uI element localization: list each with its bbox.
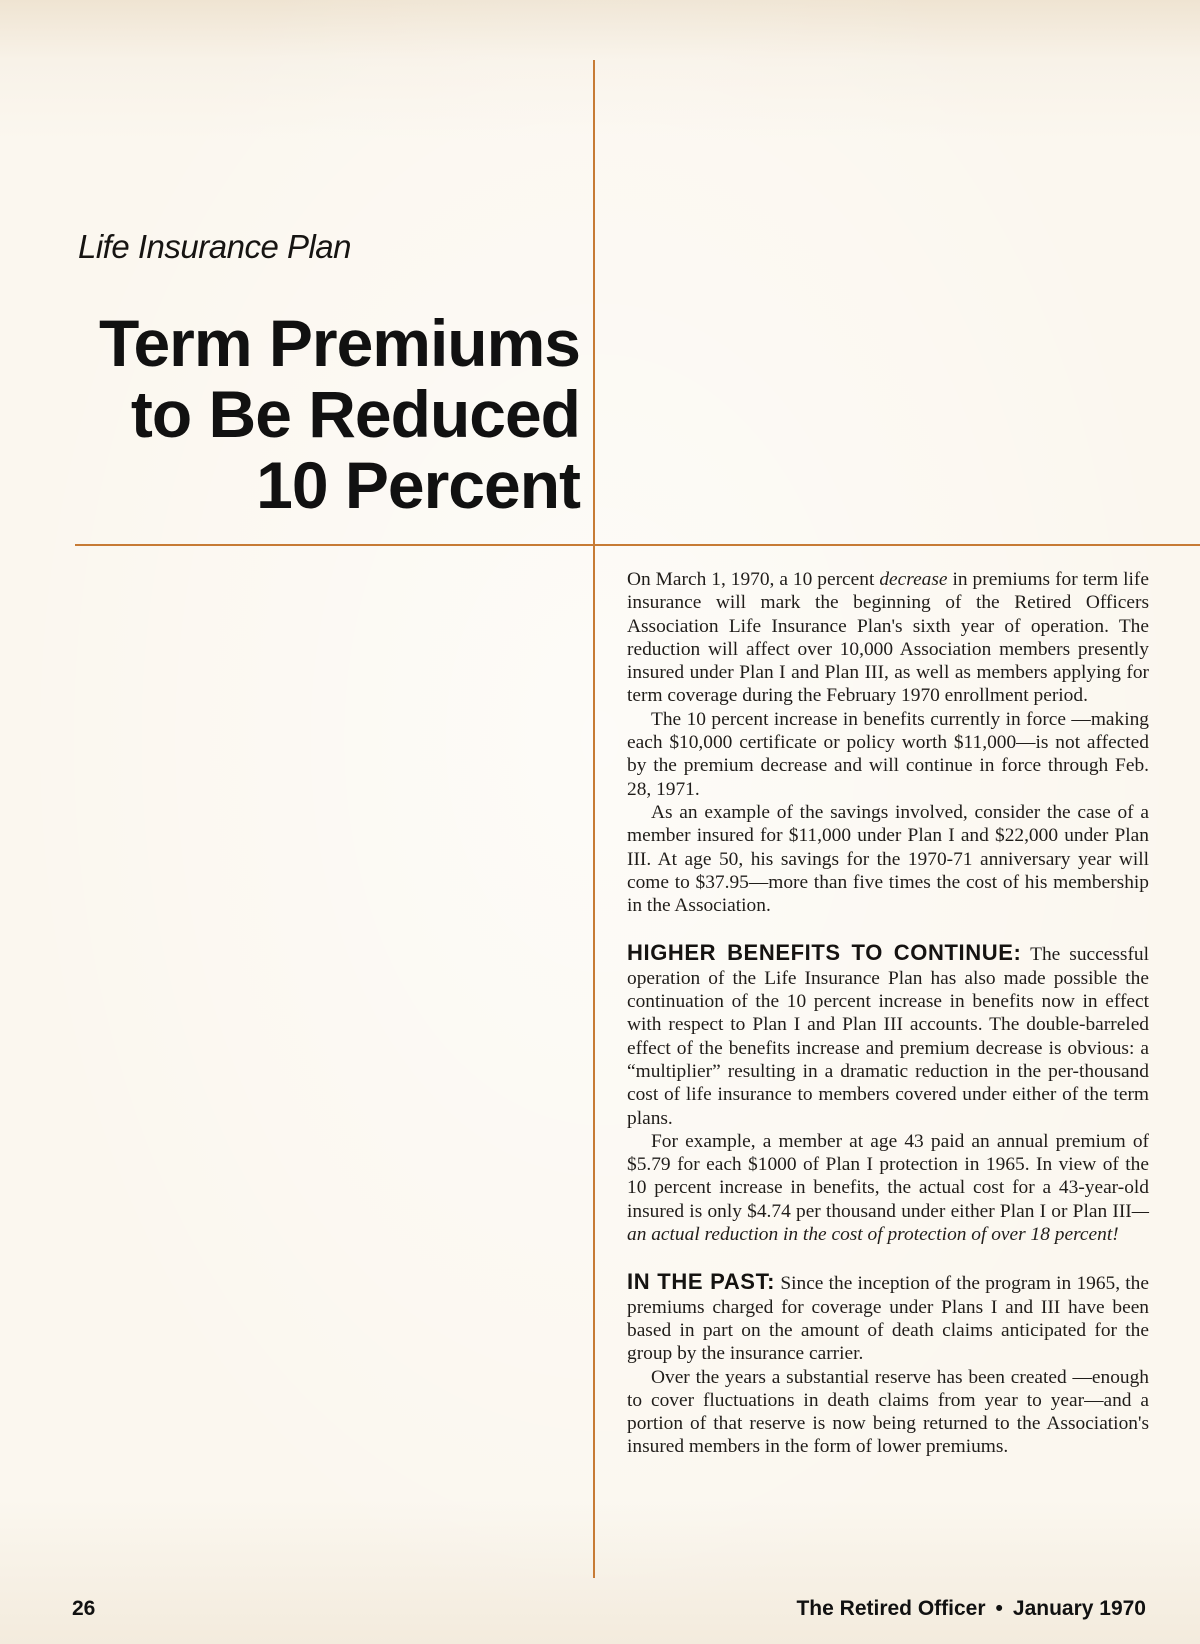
headline-line-3: 10 Percent	[256, 448, 580, 522]
article-body	[627, 568, 1149, 1459]
paragraph-1-emphasis: decrease	[879, 569, 948, 590]
page-number: 26	[72, 1597, 96, 1620]
paragraph-1-text-a: On March 1, 1970, a 10 percent	[627, 569, 880, 590]
paragraph-in-the-past-text: Since the inception of the program in 1965, the premiums charged for coverage under Plans I and III have been based in part on the amount of death claims anticipated for the group by the insurance carrier.	[627, 1273, 1149, 1365]
section-kicker: Life Insurance Plan	[78, 228, 352, 265]
paragraph-higher-benefits	[627, 941, 1149, 1129]
publication-name: The Retired Officer	[796, 1597, 986, 1620]
headline-line-1: Term Premiums	[99, 306, 580, 380]
subhead-in-the-past: IN THE PAST:	[627, 1269, 776, 1295]
paragraph-2: The 10 percent increase in benefits currently in force —making each $10,000 certificate or policy worth $11,000—is not affected by the premium decrease and will continue in force through Feb. 28, 1971.	[627, 708, 1149, 800]
subhead-higher-benefits: HIGHER BENEFITS TO CONTINUE:	[627, 940, 1022, 966]
headline-line-2: to Be Reduced	[130, 377, 580, 451]
paragraph-in-the-past	[627, 1270, 1149, 1365]
paragraph-reserve: Over the years a substantial reserve has been created —enough to cover fluctuations in death claims from year to year—and a portion of that reserve is now being returned to the Association's insured members in the form of lower premiums.	[627, 1366, 1149, 1458]
paragraph-3: As an example of the savings involved, consider the case of a member insured for $11,000 under Plan I and $22,000 under Plan III. At age 50, his savings for the 1970-71 anniversary year will come to $37.95—more than five times the cost of his membership in the Association.	[627, 801, 1149, 917]
vertical-divider-rule	[593, 60, 595, 1578]
running-footer	[796, 1597, 1146, 1621]
horizontal-divider-rule	[75, 544, 1200, 546]
article-headline	[60, 308, 580, 521]
paragraph-1-text-c: in premiums for term life insurance will mark the beginning of the Retired Officers Association Life Insurance Plan's sixth year of operation. The reduction will affect over 10,000 Association members presently insured under Plan I and Plan III, as well as members applying for term coverage during the February 1970 enrollment period.	[627, 569, 1149, 707]
issue-date: January 1970	[1012, 1597, 1146, 1620]
paragraph-example	[627, 1130, 1149, 1246]
paragraph-example-text: For example, a member at age 43 paid an annual premium of $5.79 for each $1000 of Plan I protection in 1965. In view of the 10 percent increase in benefits, the actual cost for a 43-year-old insured is only $4.74 per thousand under either Plan I or Plan III	[627, 1130, 1149, 1222]
footer-separator: •	[995, 1597, 1003, 1620]
paragraph-higher-benefits-text: The successful operation of the Life Insurance Plan has also made possible the continuation of the 10 percent increase in benefits now in effect with respect to Plan I and Plan III accounts. The double-barreled effect of the benefits increase and premium decrease is obvious: a “multiplier” resulting in a dramatic reduction in the per-thousand cost of life insurance to members covered under either of the term plans.	[627, 944, 1150, 1129]
paragraph-1	[627, 568, 1149, 708]
paragraph-example-emphasis: —an actual reduction in the cost of protection of over 18 percent!	[627, 1200, 1149, 1246]
